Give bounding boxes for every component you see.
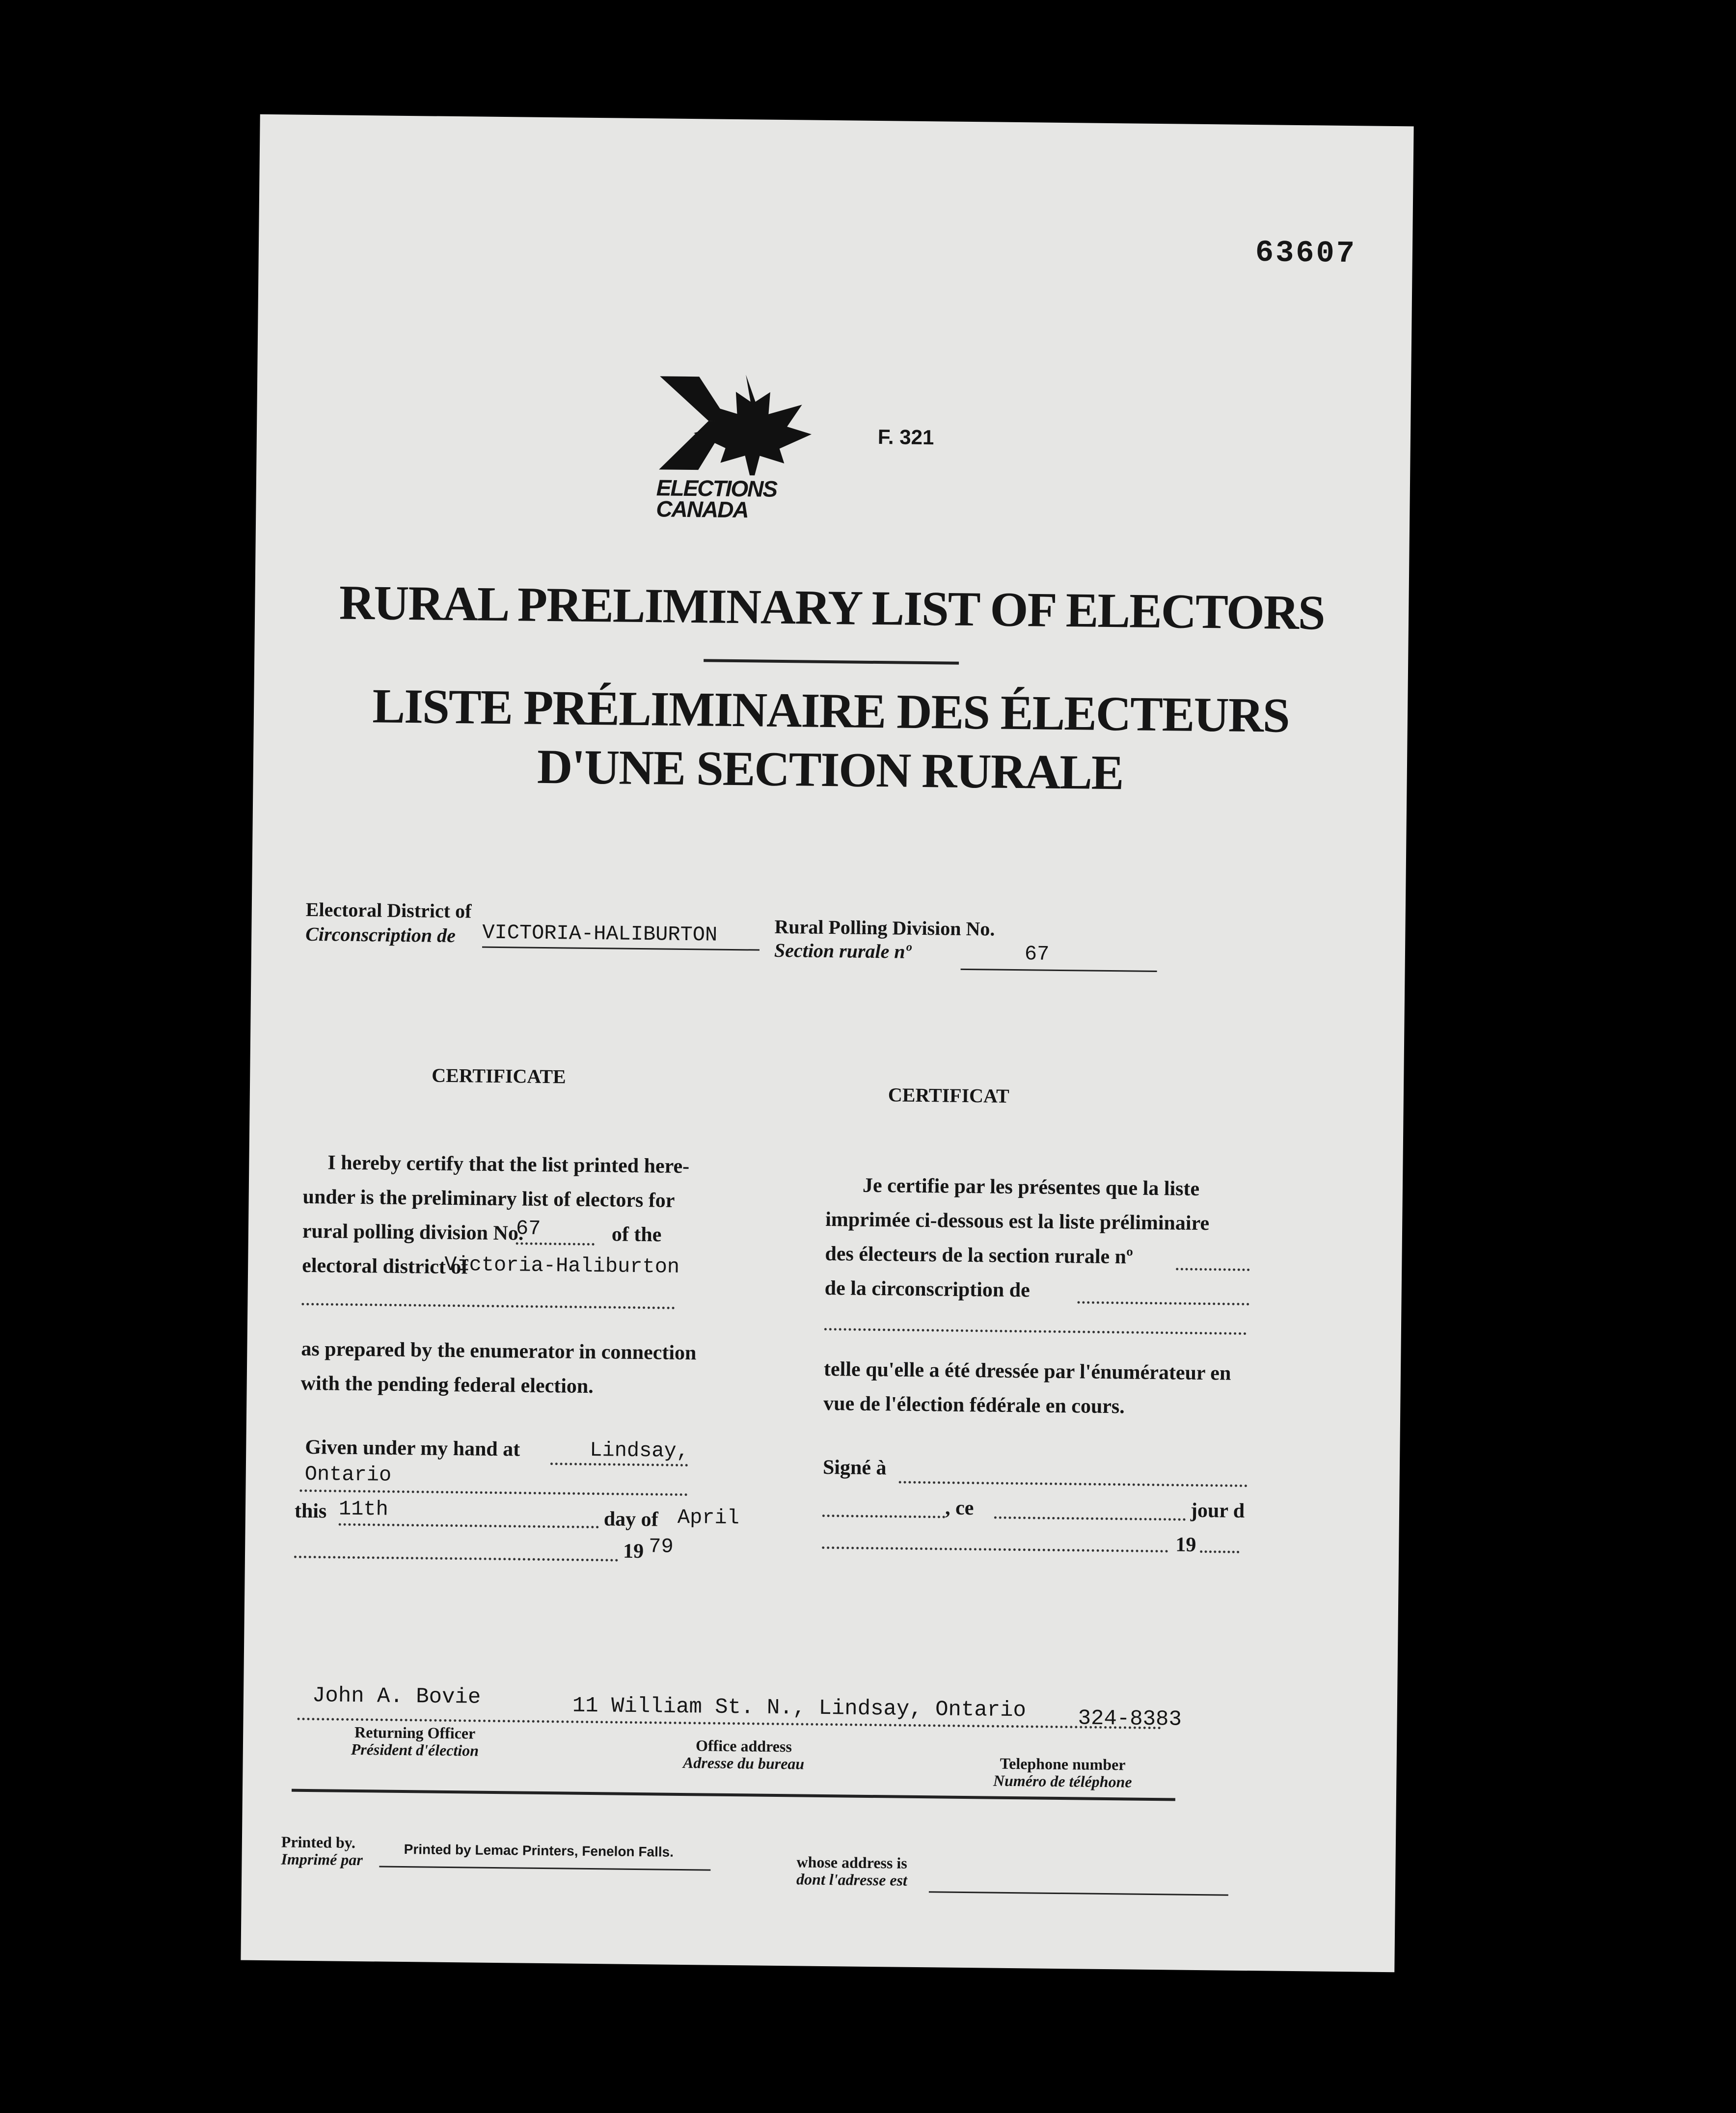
phone-label-en: Telephone number (1000, 1754, 1126, 1774)
signe-label: Signé à (822, 1456, 887, 1480)
day-of-label: day of (603, 1508, 658, 1531)
certificate-heading-en: CERTIFICATE (432, 1064, 566, 1088)
phone-label-fr: Numéro de téléphone (993, 1771, 1132, 1791)
dots (1176, 1268, 1249, 1271)
printed-by-label-en: Printed by. (281, 1833, 356, 1852)
form-number: 63607 (1255, 235, 1357, 271)
cert-en-division: 67 (515, 1217, 541, 1241)
cert-en-line1: I hereby certify that the list printed here- (327, 1151, 690, 1178)
printed-by-label-fr: Imprimé par (281, 1850, 363, 1869)
logo-text-elections: ELECTIONS (656, 475, 777, 502)
address-label-fr: Adresse du bureau (682, 1754, 805, 1773)
printer-address-label-en: whose address is (796, 1853, 907, 1872)
jour-label: jour d (1190, 1499, 1245, 1522)
year-prefix-fr: 19 (1175, 1533, 1196, 1556)
given-place-1: Lindsay, (590, 1438, 689, 1463)
cert-en-line3b: of the (611, 1223, 662, 1246)
dots (294, 1556, 618, 1562)
polling-value: 67 (1024, 942, 1050, 966)
officer-label-fr: Président d'élection (351, 1740, 479, 1760)
dots (994, 1517, 1186, 1521)
certificate-heading-fr: CERTIFICAT (888, 1084, 1009, 1107)
district-underline (482, 947, 760, 951)
given-day: 11th (338, 1497, 389, 1521)
title-divider (704, 659, 959, 664)
polling-label-en: Rural Polling Division No. (774, 915, 995, 940)
polling-label-fr: Section rurale nº (774, 939, 911, 963)
dots (301, 1303, 675, 1309)
cert-fr-line3: des électeurs de la section rurale nº (825, 1242, 1134, 1269)
dots (550, 1463, 688, 1466)
title-english: RURAL PRELIMINARY LIST OF ELECTORS (339, 575, 1325, 640)
cert-fr-line6: telle qu'elle a été dressée par l'énumérateur en (823, 1357, 1231, 1385)
dots (1077, 1301, 1249, 1305)
officer-phone: 324-8383 (1078, 1706, 1182, 1732)
cert-fr-line1: Je certifie par les présentes que la liste (862, 1174, 1200, 1200)
officer-name: John A. Bovie (312, 1683, 481, 1710)
printer-underline (379, 1866, 710, 1871)
printer-address-underline (929, 1891, 1228, 1896)
this-label: this (294, 1499, 327, 1523)
dots (1200, 1550, 1239, 1553)
dots (824, 1328, 1247, 1335)
cert-en-line4a: electoral district of (301, 1254, 468, 1279)
polling-underline (961, 969, 1157, 972)
cert-en-line6: as prepared by the enumerator in connection (301, 1337, 697, 1365)
elections-canada-logo (653, 374, 832, 533)
printer-address-label-fr: dont l'adresse est (796, 1870, 908, 1889)
year-prefix-en: 19 (623, 1540, 644, 1563)
dots (339, 1523, 599, 1529)
maple-leaf-logo-icon (654, 374, 832, 479)
given-month: April (677, 1505, 740, 1530)
cert-en-district: Victoria-Haliburton (444, 1252, 680, 1279)
cert-en-line7: with the pending federal election. (300, 1372, 594, 1398)
cert-fr-line4: de la circonscription de (824, 1276, 1031, 1302)
logo-text-canada: CANADA (656, 496, 748, 523)
divider-rule (292, 1789, 1175, 1801)
title-french-2: D'UNE SECTION RURALE (537, 739, 1124, 800)
district-value: VICTORIA-HALIBURTON (482, 921, 718, 947)
given-year: 79 (648, 1535, 674, 1559)
officer-address: 11 William St. N., Lindsay, Ontario (572, 1693, 1027, 1723)
form-page (241, 114, 1413, 1972)
cert-fr-line7: vue de l'élection fédérale en cours. (823, 1392, 1125, 1418)
address-label-en: Office address (695, 1736, 792, 1756)
title-french-1: LISTE PRÉLIMINAIRE DES ÉLECTEURS (372, 678, 1290, 743)
cert-en-line2: under is the preliminary list of electors for (302, 1185, 675, 1212)
printer-value: Printed by Lemac Printers, Fenelon Falls. (404, 1842, 674, 1860)
district-label-en: Electoral District of (305, 898, 472, 922)
given-place-2: Ontario (304, 1462, 392, 1487)
cert-fr-line2: imprimée ci-dessous est la liste préliminaire (825, 1208, 1210, 1235)
ce-label: , ce (945, 1496, 974, 1520)
cert-en-line3a: rural polling division No. (302, 1219, 524, 1245)
dots (516, 1242, 595, 1246)
dots (299, 1490, 687, 1496)
given-label: Given under my hand at (305, 1436, 520, 1461)
district-label-fr: Circonscription de (305, 922, 456, 947)
form-code: F. 321 (877, 425, 934, 449)
dots (822, 1515, 945, 1518)
dots (899, 1481, 1248, 1487)
officer-label-en: Returning Officer (354, 1723, 476, 1742)
dots (822, 1546, 1168, 1552)
